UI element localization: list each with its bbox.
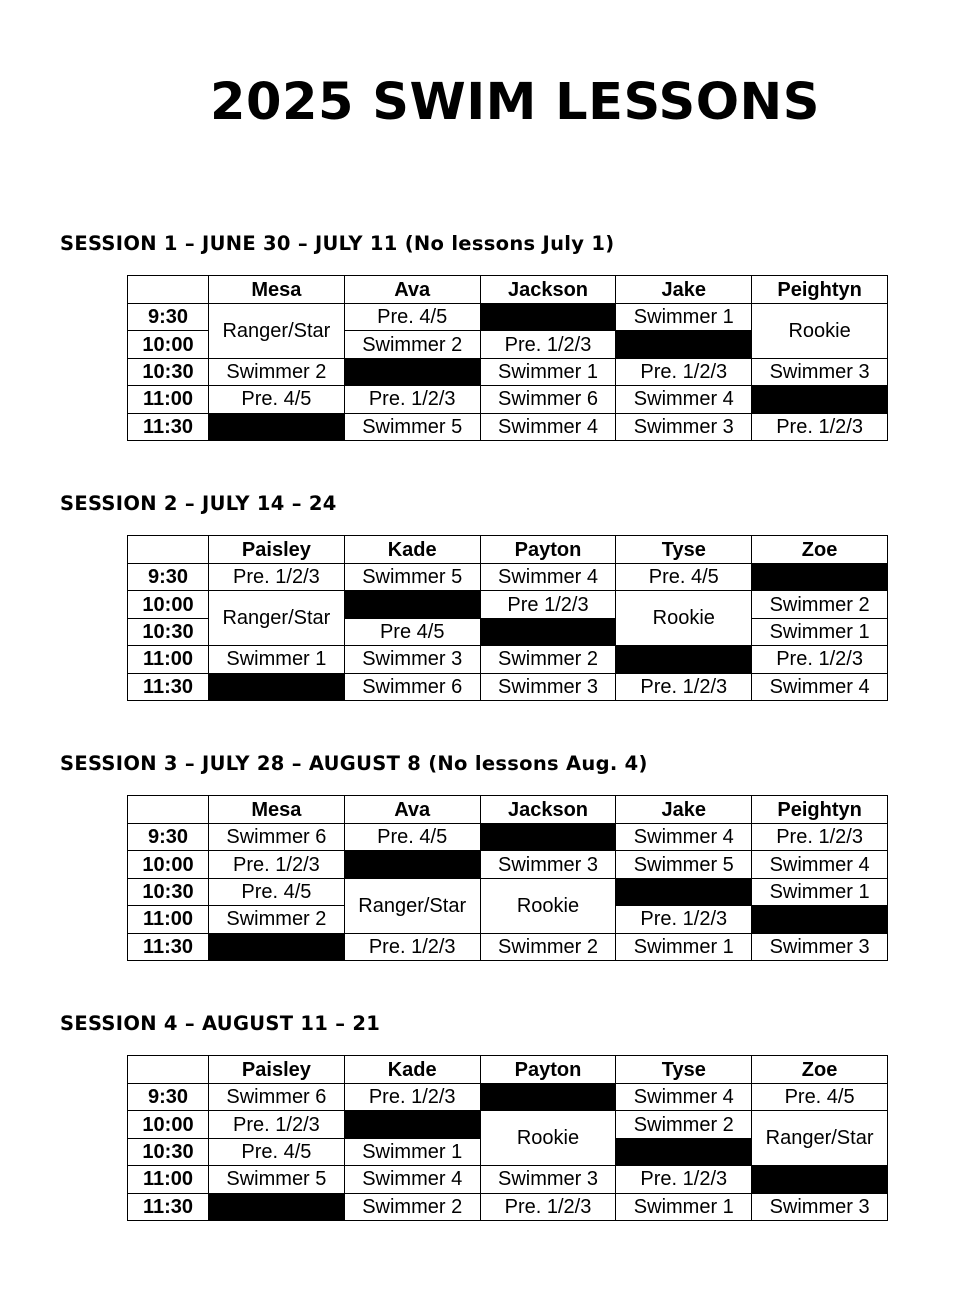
page-title: 2025 SWIM LESSONS bbox=[210, 73, 820, 132]
time-cell: 11:00 bbox=[128, 906, 209, 933]
lesson-cell: Pre 4/5 bbox=[344, 618, 480, 645]
lesson-cell: Swimmer 5 bbox=[616, 851, 752, 878]
lesson-cell: Pre. 1/2/3 bbox=[616, 673, 752, 700]
time-row bbox=[128, 878, 888, 905]
blocked-cell bbox=[480, 824, 616, 851]
time-row bbox=[128, 824, 888, 851]
lesson-cell: Pre. 1/2/3 bbox=[209, 1111, 345, 1138]
lesson-cell: Swimmer 6 bbox=[209, 824, 345, 851]
session-2-schedule-table bbox=[127, 535, 888, 701]
lesson-cell: Pre. 4/5 bbox=[209, 1138, 345, 1165]
lesson-cell: Swimmer 4 bbox=[480, 413, 616, 440]
time-row bbox=[128, 413, 888, 440]
corner-cell bbox=[128, 796, 209, 824]
lesson-cell: Pre. 1/2/3 bbox=[616, 906, 752, 933]
lesson-cell: Pre. 4/5 bbox=[209, 878, 345, 905]
header-row bbox=[128, 276, 888, 304]
time-row bbox=[128, 673, 888, 700]
lesson-cell: Swimmer 2 bbox=[616, 1111, 752, 1138]
lesson-cell: Swimmer 4 bbox=[616, 1084, 752, 1111]
time-cell: 9:30 bbox=[128, 564, 209, 591]
session-3-heading: SESSION 3 – JULY 28 – AUGUST 8 (No lessons Aug. 4) bbox=[60, 752, 648, 775]
lesson-cell: Swimmer 1 bbox=[616, 933, 752, 960]
lesson-cell: Pre. 1/2/3 bbox=[480, 331, 616, 358]
blocked-cell bbox=[480, 1084, 616, 1111]
time-cell: 10:30 bbox=[128, 618, 209, 645]
lesson-cell: Swimmer 3 bbox=[616, 413, 752, 440]
time-cell: 10:30 bbox=[128, 878, 209, 905]
corner-cell bbox=[128, 1056, 209, 1084]
lesson-cell: Pre. 4/5 bbox=[616, 564, 752, 591]
instructor-header: Mesa bbox=[209, 276, 345, 304]
instructor-header: Jackson bbox=[480, 276, 616, 304]
blocked-cell bbox=[752, 386, 888, 413]
instructor-header: Mesa bbox=[209, 796, 345, 824]
corner-cell bbox=[128, 536, 209, 564]
time-cell: 11:30 bbox=[128, 673, 209, 700]
time-row bbox=[128, 358, 888, 385]
lesson-cell: Swimmer 6 bbox=[344, 673, 480, 700]
time-row bbox=[128, 1111, 888, 1138]
lesson-cell: Swimmer 5 bbox=[209, 1166, 345, 1193]
lesson-cell: Pre. 1/2/3 bbox=[616, 1166, 752, 1193]
lesson-cell: Swimmer 1 bbox=[209, 646, 345, 673]
lesson-cell: Swimmer 3 bbox=[480, 673, 616, 700]
lesson-cell: Swimmer 4 bbox=[616, 824, 752, 851]
lesson-cell: Swimmer 2 bbox=[480, 646, 616, 673]
lesson-cell: Pre. 1/2/3 bbox=[344, 933, 480, 960]
time-cell: 9:30 bbox=[128, 1084, 209, 1111]
lesson-cell: Swimmer 4 bbox=[480, 564, 616, 591]
lesson-cell: Ranger/Star bbox=[209, 304, 345, 359]
lesson-cell: Swimmer 5 bbox=[344, 564, 480, 591]
lesson-cell: Swimmer 4 bbox=[344, 1166, 480, 1193]
lesson-cell: Swimmer 2 bbox=[344, 331, 480, 358]
lesson-cell: Pre. 1/2/3 bbox=[752, 824, 888, 851]
blocked-cell bbox=[209, 1193, 345, 1220]
blocked-cell bbox=[616, 878, 752, 905]
time-row bbox=[128, 1084, 888, 1111]
blocked-cell bbox=[344, 591, 480, 618]
instructor-header: Jake bbox=[616, 796, 752, 824]
lesson-cell: Pre. 1/2/3 bbox=[344, 1084, 480, 1111]
lesson-cell: Swimmer 3 bbox=[480, 1166, 616, 1193]
time-cell: 10:00 bbox=[128, 1111, 209, 1138]
lesson-cell: Pre. 1/2/3 bbox=[344, 386, 480, 413]
lesson-cell: Swimmer 3 bbox=[344, 646, 480, 673]
blocked-cell bbox=[752, 564, 888, 591]
lesson-cell: Swimmer 4 bbox=[752, 673, 888, 700]
session-4-heading: SESSION 4 – AUGUST 11 – 21 bbox=[60, 1012, 381, 1035]
instructor-header: Jackson bbox=[480, 796, 616, 824]
time-cell: 9:30 bbox=[128, 304, 209, 331]
time-row bbox=[128, 304, 888, 331]
time-row bbox=[128, 1193, 888, 1220]
instructor-header: Tyse bbox=[616, 536, 752, 564]
header-row bbox=[128, 1056, 888, 1084]
lesson-cell: Swimmer 1 bbox=[752, 618, 888, 645]
instructor-header: Ava bbox=[344, 796, 480, 824]
blocked-cell bbox=[209, 673, 345, 700]
lesson-cell: Pre. 1/2/3 bbox=[480, 1193, 616, 1220]
header-row bbox=[128, 536, 888, 564]
lesson-cell: Rookie bbox=[480, 878, 616, 933]
session-3-schedule-table bbox=[127, 795, 888, 961]
lesson-cell: Swimmer 1 bbox=[344, 1138, 480, 1165]
time-cell: 11:00 bbox=[128, 1166, 209, 1193]
lesson-cell: Rookie bbox=[616, 591, 752, 646]
time-cell: 11:00 bbox=[128, 386, 209, 413]
lesson-cell: Swimmer 3 bbox=[480, 851, 616, 878]
session-1-heading: SESSION 1 – JUNE 30 – JULY 11 (No lessons July 1) bbox=[60, 232, 615, 255]
time-cell: 11:30 bbox=[128, 413, 209, 440]
instructor-header: Peightyn bbox=[752, 276, 888, 304]
lesson-cell: Swimmer 3 bbox=[752, 358, 888, 385]
time-row bbox=[128, 564, 888, 591]
blocked-cell bbox=[616, 331, 752, 358]
lesson-cell: Swimmer 5 bbox=[344, 413, 480, 440]
instructor-header: Zoe bbox=[752, 536, 888, 564]
blocked-cell bbox=[480, 304, 616, 331]
blocked-cell bbox=[480, 618, 616, 645]
instructor-header: Payton bbox=[480, 536, 616, 564]
time-row bbox=[128, 933, 888, 960]
time-row bbox=[128, 1166, 888, 1193]
instructor-header: Kade bbox=[344, 536, 480, 564]
blocked-cell bbox=[344, 1111, 480, 1138]
blocked-cell bbox=[616, 1138, 752, 1165]
lesson-cell: Swimmer 6 bbox=[480, 386, 616, 413]
lesson-cell: Swimmer 1 bbox=[616, 1193, 752, 1220]
time-cell: 11:30 bbox=[128, 933, 209, 960]
time-cell: 11:00 bbox=[128, 646, 209, 673]
lesson-cell: Rookie bbox=[752, 304, 888, 359]
blocked-cell bbox=[209, 413, 345, 440]
blocked-cell bbox=[344, 358, 480, 385]
time-cell: 9:30 bbox=[128, 824, 209, 851]
time-cell: 11:30 bbox=[128, 1193, 209, 1220]
lesson-cell: Swimmer 1 bbox=[616, 304, 752, 331]
instructor-header: Jake bbox=[616, 276, 752, 304]
instructor-header: Ava bbox=[344, 276, 480, 304]
lesson-cell: Pre. 4/5 bbox=[752, 1084, 888, 1111]
time-cell: 10:00 bbox=[128, 331, 209, 358]
lesson-cell: Pre 1/2/3 bbox=[480, 591, 616, 618]
blocked-cell bbox=[616, 646, 752, 673]
blocked-cell bbox=[752, 1166, 888, 1193]
lesson-cell: Pre. 4/5 bbox=[344, 304, 480, 331]
lesson-cell: Rookie bbox=[480, 1111, 616, 1166]
session-2-heading: SESSION 2 – JULY 14 – 24 bbox=[60, 492, 337, 515]
lesson-cell: Ranger/Star bbox=[344, 878, 480, 933]
lesson-cell: Swimmer 1 bbox=[752, 878, 888, 905]
lesson-cell: Swimmer 3 bbox=[752, 933, 888, 960]
time-cell: 10:30 bbox=[128, 358, 209, 385]
time-cell: 10:00 bbox=[128, 851, 209, 878]
lesson-cell: Pre. 1/2/3 bbox=[752, 413, 888, 440]
lesson-cell: Swimmer 4 bbox=[616, 386, 752, 413]
lesson-cell: Swimmer 2 bbox=[209, 906, 345, 933]
session-4-schedule-table bbox=[127, 1055, 888, 1221]
time-row bbox=[128, 646, 888, 673]
blocked-cell bbox=[752, 906, 888, 933]
lesson-cell: Pre. 4/5 bbox=[209, 386, 345, 413]
header-row bbox=[128, 796, 888, 824]
instructor-header: Tyse bbox=[616, 1056, 752, 1084]
lesson-cell: Swimmer 6 bbox=[209, 1084, 345, 1111]
blocked-cell bbox=[344, 851, 480, 878]
lesson-cell: Swimmer 3 bbox=[752, 1193, 888, 1220]
lesson-cell: Swimmer 1 bbox=[480, 358, 616, 385]
lesson-cell: Ranger/Star bbox=[209, 591, 345, 646]
corner-cell bbox=[128, 276, 209, 304]
lesson-cell: Swimmer 2 bbox=[752, 591, 888, 618]
instructor-header: Payton bbox=[480, 1056, 616, 1084]
time-row bbox=[128, 386, 888, 413]
lesson-cell: Pre. 1/2/3 bbox=[752, 646, 888, 673]
instructor-header: Paisley bbox=[209, 1056, 345, 1084]
time-row bbox=[128, 851, 888, 878]
lesson-cell: Pre. 1/2/3 bbox=[616, 358, 752, 385]
blocked-cell bbox=[209, 933, 345, 960]
lesson-cell: Pre. 1/2/3 bbox=[209, 564, 345, 591]
lesson-cell: Swimmer 2 bbox=[344, 1193, 480, 1220]
lesson-cell: Swimmer 4 bbox=[752, 851, 888, 878]
lesson-cell: Ranger/Star bbox=[752, 1111, 888, 1166]
session-1-schedule-table bbox=[127, 275, 888, 441]
lesson-cell: Pre. 1/2/3 bbox=[209, 851, 345, 878]
time-cell: 10:00 bbox=[128, 591, 209, 618]
lesson-cell: Pre. 4/5 bbox=[344, 824, 480, 851]
instructor-header: Kade bbox=[344, 1056, 480, 1084]
instructor-header: Paisley bbox=[209, 536, 345, 564]
time-cell: 10:30 bbox=[128, 1138, 209, 1165]
lesson-cell: Swimmer 2 bbox=[209, 358, 345, 385]
lesson-cell: Swimmer 2 bbox=[480, 933, 616, 960]
instructor-header: Zoe bbox=[752, 1056, 888, 1084]
instructor-header: Peightyn bbox=[752, 796, 888, 824]
time-row bbox=[128, 591, 888, 618]
